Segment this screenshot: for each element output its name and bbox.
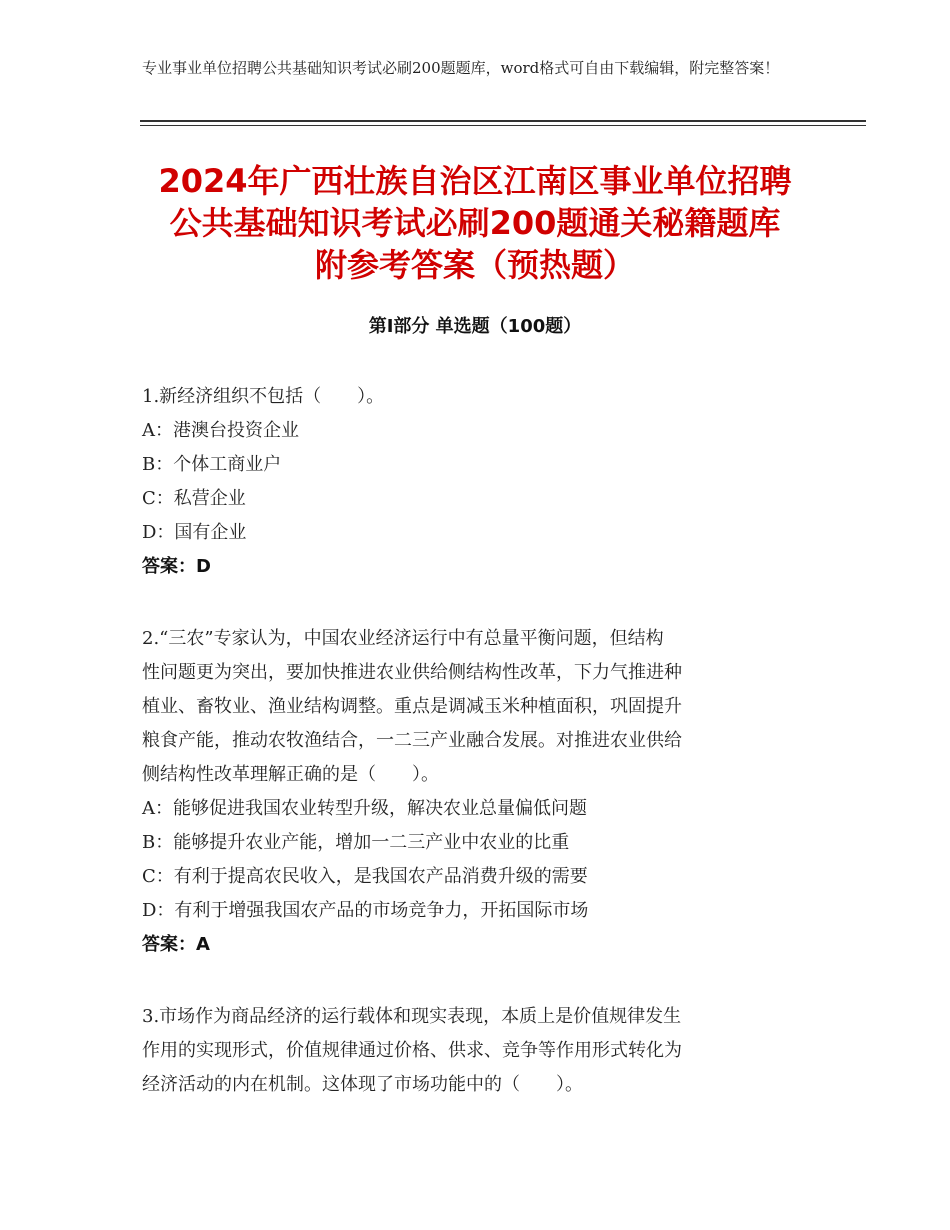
document-title — [100, 160, 850, 286]
answer-label: 答案：D — [142, 556, 211, 577]
question-stem: 粮食产能，推动农牧渔结合，一二三产业融合发展。对推进农业供给 — [142, 730, 682, 751]
question-stem: 3.市场作为商品经济的运行载体和现实表现，本质上是价值规律发生 — [142, 1006, 682, 1027]
question-stem: 性问题更为突出，要加快推进农业供给侧结构性改革，下力气推进种 — [142, 662, 682, 683]
question-1 — [142, 380, 802, 584]
question-stem: 1.新经济组织不包括（ ）。 — [142, 386, 385, 407]
question-list — [142, 380, 802, 1102]
question-stem: 经济活动的内在机制。这体现了市场功能中的（ ）。 — [142, 1074, 583, 1095]
option-a: A：港澳台投资企业 — [142, 420, 299, 441]
section-heading: 第Ⅰ部分 单选题（100题） — [368, 316, 582, 337]
option-c: C：私营企业 — [142, 488, 246, 509]
question-3 — [142, 1000, 802, 1102]
option-d: D：有利于增强我国农产品的市场竞争力，开拓国际市场 — [142, 900, 589, 921]
question-stem: 作用的实现形式，价值规律通过价格、供求、竞争等作用形式转化为 — [142, 1040, 682, 1061]
answer-label: 答案：A — [142, 934, 210, 955]
question-stem: 2.“三农”专家认为，中国农业经济运行中有总量平衡问题，但结构 — [142, 628, 664, 649]
question-2 — [142, 622, 802, 962]
title-line: 附参考答案（预热题） — [314, 246, 635, 284]
option-a: A：能够促进我国农业转型升级，解决农业总量偏低问题 — [142, 798, 587, 819]
title-line: 2024年广西壮族自治区江南区事业单位招聘 — [158, 162, 792, 200]
option-b: B：能够提升农业产能，增加一二三产业中农业的比重 — [142, 832, 570, 853]
option-d: D：国有企业 — [142, 522, 247, 543]
question-stem: 侧结构性改革理解正确的是（ ）。 — [142, 764, 439, 785]
question-gap — [142, 584, 802, 622]
option-b: B：个体工商业户 — [142, 454, 282, 475]
header-rule-thin — [140, 125, 866, 126]
question-gap — [142, 962, 802, 1000]
header-note: 专业事业单位招聘公共基础知识考试必刷200题题库，word格式可自由下载编辑，附完整答案！ — [142, 59, 780, 77]
header-rule-thick — [140, 120, 866, 122]
option-c: C：有利于提高农民收入，是我国农产品消费升级的需要 — [142, 866, 588, 887]
question-stem: 植业、畜牧业、渔业结构调整。重点是调减玉米种植面积，巩固提升 — [142, 696, 682, 717]
title-line: 公共基础知识考试必刷200题通关秘籍题库 — [169, 204, 781, 242]
